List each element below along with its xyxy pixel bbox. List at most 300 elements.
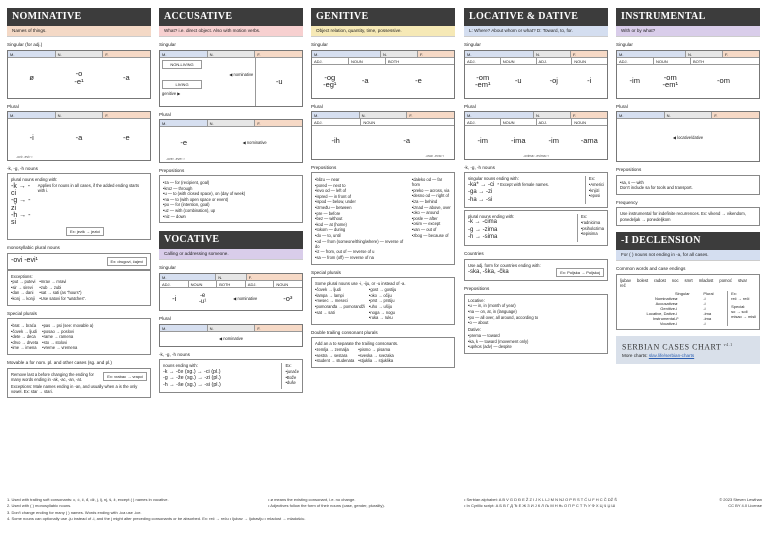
kgh-label: -k, -g, -h nouns — [159, 351, 190, 357]
subheader: NOUN — [574, 120, 587, 126]
exception-item: • Use satovi for "watches". — [39, 296, 86, 301]
subheader: BOTH — [388, 58, 400, 64]
exception-item: • sir → sirevi — [11, 285, 35, 290]
nominative-column — [7, 8, 151, 398]
accusative-singular-table — [159, 50, 303, 107]
special-label: Special: — [731, 304, 746, 310]
header-neut: N. — [208, 325, 256, 331]
preposition-note: Don't include sa for tools and transport. — [620, 185, 693, 191]
special-item: misao → misli — [731, 314, 756, 320]
header-neut: N. — [665, 112, 713, 118]
common-word: mladost — [698, 277, 714, 283]
kgh-label: -k, -g, -h nouns — [7, 165, 38, 171]
example-label: Ex: — [731, 291, 737, 297]
prepositions-label: Prepositions — [464, 285, 490, 291]
plural-fem: -e — [122, 132, 130, 142]
example-item: • Americi — [589, 182, 604, 187]
chart-title: SERBIAN CASES CHART — [622, 342, 722, 352]
preposition-item: • iza — behind — [412, 199, 451, 204]
frequency-label: Frequency — [616, 199, 638, 205]
kgh-box-title: nouns ending with: — [163, 363, 198, 369]
footer-copyright — [676, 497, 762, 510]
common-words-label: Common words and case endings — [616, 265, 686, 271]
preposition-item: • iz — from, out of — reverse of u — [315, 249, 408, 254]
vocative-singular-table — [159, 273, 303, 311]
kgh-note: * Except with female names. — [497, 181, 549, 187]
locative-kgh-plural-box — [464, 210, 608, 246]
nonliving-label: NON-LIVING — [162, 60, 202, 69]
preposition-item: • tokom — during — [315, 227, 408, 232]
subheader: ADJ. — [160, 281, 189, 287]
preposition-item: • daleko od — far from — [412, 177, 451, 187]
preposition-item: • na — on, at, in (language) — [468, 309, 604, 314]
preposition-item: • uprkos (adv) — despite — [468, 344, 604, 349]
example-item: • junače — [285, 369, 299, 374]
accusative-column — [159, 8, 303, 393]
plural-footnote: -ovi² -evi¹·² — [16, 155, 33, 160]
subheader: NOUN — [654, 58, 691, 64]
subheader: ADJ. — [312, 58, 349, 64]
preposition-item: • sa, s — with — [620, 180, 756, 185]
special-item: • sto → stolovi — [42, 340, 93, 345]
preposition-item: • po — all over, all around, according to — [468, 315, 604, 320]
i-declension-subtitle: For ( ) nouns not ending in -a, for all cases. — [616, 250, 760, 261]
loc-adj: -om -em¹ — [475, 72, 491, 90]
nominative-title: NOMINATIVE — [7, 8, 151, 26]
header-masc: M. — [160, 120, 208, 126]
preposition-item: • između — between — [315, 205, 408, 210]
header-fem: F. — [418, 51, 454, 57]
mono-example: Ex: drugovi, čajevi — [107, 257, 147, 266]
plural-label: Plural — [7, 103, 19, 109]
frequency-note: Use instrumental for indefinite recurrences. Ex: vikend → vikendom, ponedeljak → ponedeljkom — [616, 207, 760, 226]
special-plurals-label: Special plurals — [311, 269, 341, 275]
alphabet: A B V G D Đ E Ž Z I J K L LJ M N NJ O P R S T Ć U F H C Č DŽ Š — [498, 497, 617, 502]
singular-label: Singular — [616, 42, 633, 47]
example-label: Ex: — [285, 363, 292, 369]
kgh-rules: -k → -cima -g → -zima -h → -sima — [468, 219, 498, 241]
instrumental-plural-table — [616, 111, 760, 162]
special-item: • gost → gostiju — [369, 287, 396, 292]
genitive-plural-table — [311, 111, 455, 159]
plural-footnote: -ove² -eve¹·² — [166, 157, 185, 162]
example-item: • psiholozima — [581, 226, 604, 231]
example-label: Ex: — [580, 214, 587, 220]
header-neut: N. — [208, 120, 256, 126]
preposition-item: • desno od — right of — [412, 193, 451, 198]
plural-label: Plural — [464, 103, 476, 109]
living-label: LIVING — [162, 80, 202, 89]
vocative-noun-m: -e -u¹ — [198, 292, 207, 305]
loc-plural-noun-f: -ama — [580, 135, 598, 145]
kgh-example: Ex: jezik → jezici — [66, 227, 104, 236]
header-neut: N. — [56, 112, 104, 118]
header-fem: F. — [571, 51, 607, 57]
genitive-special-plurals — [311, 277, 455, 324]
genitive-fem: -e — [415, 76, 422, 86]
dtc-item: • pismo → pisama — [358, 347, 394, 352]
special-item: • brat → braća — [11, 323, 38, 328]
movable-example: Ex: vrabac → vrapci — [103, 372, 147, 381]
subheader: ADJ. — [537, 119, 573, 125]
preposition-item: • levo od — left of — [315, 188, 408, 193]
header-fem: F. — [712, 112, 759, 118]
exceptions-box — [7, 270, 151, 306]
preposition-item: • pored — next to — [315, 183, 408, 188]
movable-note: Remove last a before changing the ending for many words ending in -ak, -ac, -an, -at. — [11, 371, 94, 382]
subheader: NOUN — [189, 281, 218, 287]
loc-plural-noun: -ima — [510, 135, 526, 145]
plural-label: Plural — [616, 103, 628, 109]
header-fem: F. — [407, 112, 454, 118]
singular-label: Singular — [464, 42, 481, 47]
footer-note: 2. Used with ( ) monosyllabic nouns. — [7, 503, 72, 509]
mono-label: monosyllabic plural nouns — [7, 244, 60, 250]
special-plurals-box — [7, 318, 151, 355]
header-masc: M. — [465, 51, 534, 57]
special-item: • prst → prstiju — [369, 298, 396, 303]
countries-example: Ex: Poljska → Poljskoj — [556, 268, 604, 277]
table-header: Plural — [703, 291, 714, 297]
header-masc: M. — [160, 51, 208, 57]
locative-plural-table — [464, 111, 608, 159]
example-item: • tepisima — [581, 231, 604, 236]
preposition-item: • iznad — above, over — [412, 205, 451, 210]
header-neut: N. — [534, 51, 571, 57]
preposition-item: • blizu — near — [315, 177, 408, 182]
preposition-item: • do — to, until — [315, 233, 408, 238]
movable-exceptions: Exceptions: Male names ending in -an, and usually when a is the only vowel. Ex: star → stari. — [11, 383, 138, 395]
genitive-title: GENITIVE — [311, 8, 455, 26]
vocative-adj-m: -i — [172, 294, 177, 304]
preposition-item: • ispod — below, under — [315, 199, 408, 204]
countries-rule: -ska, -ška, -čka — [468, 268, 509, 275]
header-neut: N. — [208, 51, 256, 57]
cyrillic: А Б В Г Д Ђ Е Ж З И Ј К Л Љ М Н Њ О П Р С Т Ћ У Ф Х Ц Ч Џ Ш — [495, 503, 616, 509]
example-item: • Bože — [285, 375, 299, 380]
example-item: • eposi — [589, 193, 604, 198]
nominative-arrow: ◀ nominative — [233, 296, 258, 302]
genitive-subtitle: Object relation, quantity, time, possessive. — [311, 26, 455, 37]
subheader: ADJ. — [312, 119, 361, 125]
plural-masc: -e — [180, 137, 187, 147]
instrumental-prepositions — [616, 175, 760, 194]
accusative-plural-table — [159, 119, 303, 162]
inst-adj: -im — [629, 76, 640, 86]
header-fem: F. — [255, 51, 302, 57]
copyright: © 2023 Steven Lewthan — [719, 497, 762, 502]
special-plurals-note: Some plural nouns use -i, -iju, or -u instead of -a. — [315, 281, 406, 287]
vocative-subtitle: Calling or addressing someone. — [159, 249, 303, 260]
preposition-item: • sa — from (off) — reverse of na — [315, 255, 408, 260]
subheader: BOTH — [217, 281, 246, 287]
mono-box — [7, 253, 151, 270]
header-fem: F. — [255, 120, 302, 126]
genitive-plural-adj: -ih — [331, 135, 340, 145]
special-item: • čovek → ljudi — [315, 287, 365, 292]
dative-sublabel: Dative: — [468, 327, 482, 333]
prepositions-label: Prepositions — [159, 167, 185, 173]
ending-fem: -u — [275, 76, 283, 86]
vocative-kgh-box — [159, 359, 303, 393]
locative-title: LOCATIVE & DATIVE — [464, 8, 608, 26]
special-item: • sat → sati — [315, 310, 365, 315]
example-item: reč → reči — [731, 296, 750, 302]
common-words-box — [616, 274, 760, 331]
instrumental-singular-table — [616, 50, 760, 99]
ending-neut: -o -e¹ — [74, 69, 84, 86]
special-item: • vreme → vremena — [42, 345, 93, 350]
exception-item: • put → putevi — [11, 279, 35, 284]
header-fem: F. — [247, 274, 302, 280]
footer-note: 4. Some nouns can optionally use -ju instead of -i, and the j might alter preceding consonants or be absorbed. Ex: reč → reču • ljubav → ljubavlju • mladost → mladošću. — [7, 516, 306, 522]
nominative-arrow: ◀ nominative — [218, 335, 244, 341]
accusative-subtitle: What? i.e. direct object. Also with motion verbs. — [159, 26, 303, 37]
special-item: • ime → imena — [11, 345, 38, 350]
special-item: • pomoranđa → pomorandži — [315, 304, 365, 309]
mono-rule: -ovi -evi¹ — [11, 256, 38, 264]
prepositions-label: Prepositions — [311, 164, 337, 170]
header-fem: F. — [255, 325, 302, 331]
loc-adj-f: -oj — [549, 76, 558, 86]
preposition-item: • oko — around — [412, 210, 451, 215]
header-masc: M. — [312, 112, 360, 118]
preposition-item: • kod — at (home) — [315, 222, 408, 227]
footer-note: ø means the existing consonant, i.e. no change. — [270, 497, 356, 502]
inst-noun-mn: -om -em¹ — [662, 72, 678, 90]
common-word: smrt — [684, 277, 693, 283]
genitive-prepositions — [311, 172, 455, 264]
header-neut: N. — [686, 51, 723, 57]
double-consonant-note: Add an a to separate the trailing consonants. — [315, 341, 399, 347]
header-neut: N. — [216, 274, 247, 280]
kgh-box-title: singular nouns ending with: — [468, 176, 519, 182]
header-fem: F. — [723, 51, 759, 57]
dtc-item: • zemlja → zemalja — [315, 347, 354, 352]
singular-label: Singular — [159, 42, 176, 47]
special-plurals-label: Special plurals — [7, 310, 37, 316]
vocative-noun-f: -o³ — [283, 294, 293, 304]
table-row: Accusative ø -i — [655, 301, 706, 307]
preposition-item: • zbog — because of — [412, 233, 451, 238]
common-word: pomoć — [719, 277, 732, 283]
exception-item: • mrav → mravi — [39, 279, 86, 284]
example-item: • duše — [285, 380, 299, 385]
locative-subtitle: L: Where? About whom or what? D: Toward, to, for. — [464, 26, 608, 37]
preposition-item: • o — about — [468, 320, 604, 325]
locative-column — [464, 8, 608, 354]
preposition-item: • pre — before — [315, 211, 408, 216]
countries-note: Use adj. form for countries ending with: — [468, 262, 541, 268]
exceptions-label: Exceptions: — [11, 273, 33, 279]
example-item: • knjizi — [589, 188, 604, 193]
more-charts-label: More charts: — [622, 352, 648, 358]
special-item: • mesec → meseci — [315, 298, 365, 303]
prepositions-label: Prepositions — [616, 167, 642, 173]
footer-alphabet: • Serbian alphabet: A B V G D Đ E Ž Z I J K L LJ M N NJ O P R S T Ć U F H C Č DŽ Š • In Cyrillic script: А Б В Г Д Ђ Е Ж З И Ј К Л Љ М Н Њ О П Р С Т Ћ У Ф Х Ц Ч Џ Ш — [464, 497, 617, 509]
license: CC BY 4.0 License — [728, 503, 762, 509]
special-item: • drvo → drveta — [11, 340, 38, 345]
nominative-subtitle: Names of things. — [7, 26, 151, 37]
loc-noun-mn: -u — [514, 76, 522, 86]
accusative-prepositions — [159, 175, 303, 223]
special-item: • oko → očiju — [369, 293, 396, 298]
header-masc: M. — [312, 51, 381, 57]
special-item: • uho → ušiju — [369, 304, 396, 309]
dtc-item: • sestra → sestara — [315, 353, 354, 358]
table-row: Locative, Dative -i -ima — [646, 311, 712, 317]
table-row: Vocative -i -i — [659, 321, 706, 327]
dtc-item: • student → studenata — [315, 358, 354, 363]
header-fem: F. — [571, 112, 607, 118]
locative-sublabel: Locative: — [468, 297, 485, 303]
plural-masc: -i — [29, 132, 34, 142]
subheader: NOUN — [574, 58, 587, 64]
preposition-item: • posle — after — [412, 216, 451, 221]
preposition-item: • za — for (recipient, goal) — [163, 180, 299, 185]
inst-fem: -om — [717, 76, 730, 86]
accusative-title: ACCUSATIVE — [159, 8, 303, 26]
header-masc: M. — [8, 51, 56, 57]
genitive-plural-noun: -a — [403, 135, 410, 145]
loc-noun-f: -i — [587, 76, 592, 86]
subheader: ADJ. — [246, 281, 275, 287]
preposition-item: • bez — without — [315, 216, 408, 221]
footer-note: 1. Used with trailing soft consonants: c, ć, č, đ, dž, j, lj, nj, š, ž, except ( ) names in vocative. — [7, 497, 169, 502]
instrumental-column — [616, 8, 760, 364]
dtc-item: • stjuklia → stjuklika — [358, 358, 394, 363]
plural-footnote: -ova² -eva¹·² — [425, 154, 444, 159]
header-masc: M. — [160, 274, 216, 280]
nominative-plural-table — [7, 111, 151, 160]
double-consonant-box — [311, 337, 455, 368]
table-header: Singular — [674, 291, 690, 297]
instrumental-subtitle: With or by what? — [616, 26, 760, 37]
genitive-adj: -og -eg¹ — [323, 72, 337, 90]
more-charts-link[interactable]: slav.life/serbian-charts — [648, 352, 695, 358]
i-declension-table — [620, 291, 723, 326]
ending-fem: -a — [122, 72, 130, 82]
kgh-rules: -k → -ci -g → -zi -h → -si — [11, 182, 31, 227]
footer-note: 3. Don't change ending for many ( ) names. Words ending with -ica use -ice. — [7, 509, 142, 515]
subheader: ADJ. — [537, 58, 573, 64]
table-row: Instrumental -i¹ -ima — [652, 316, 712, 322]
preposition-item: • van — out of — [412, 227, 451, 232]
special-item: • rame → ramena — [42, 334, 93, 339]
kgh-box-title: plural nouns ending with: — [468, 214, 515, 220]
preposition-item: • osim — except — [412, 221, 451, 226]
preposition-item: • u — in, in (month of year) — [468, 303, 604, 308]
preposition-item: • niz — down — [163, 214, 299, 219]
chart-version: v4.1 — [723, 342, 733, 348]
singular-label: Singular (for adj.) — [7, 42, 43, 47]
example-item: • radnicima — [581, 220, 604, 225]
special-item: • ruka → ruku — [369, 315, 396, 320]
locative-arrow: ◀ locative/dative — [672, 135, 704, 141]
loc-plural-adj: -im — [477, 135, 488, 145]
kgh-label: -k, -g, -h nouns — [464, 164, 495, 170]
special-item: • čovek → ljudi — [11, 329, 38, 334]
header-neut: N. — [360, 112, 408, 118]
double-consonant-label: Double trailing consonant plurals — [311, 329, 378, 335]
nominative-arrow: ◀ nominative — [229, 71, 254, 77]
movable-box — [7, 368, 151, 398]
special-item: • dete → deca — [11, 334, 38, 339]
special-item: so → soli — [731, 309, 748, 315]
genitive-arrow: genitive ▶ — [162, 90, 181, 96]
subheader: NOUN — [501, 58, 537, 64]
exception-item: • dan → dani — [11, 290, 35, 295]
preposition-item: • uz — with (combination), up — [163, 208, 299, 213]
header-fem: F. — [103, 112, 150, 118]
header-masc: M. — [465, 112, 534, 118]
subheader: ADJ. — [465, 119, 501, 125]
singular-label: Singular — [159, 265, 176, 271]
subheader: NOUN — [501, 119, 537, 125]
kgh-box — [7, 173, 151, 239]
instrumental-title: INSTRUMENTAL — [616, 8, 760, 26]
plural-label: Plural — [311, 103, 323, 109]
genitive-noun-mn: -a — [361, 76, 369, 86]
i-declension-title: -I DECLENSION — [616, 232, 760, 250]
subheader: NOUN — [349, 58, 386, 64]
vocative-plural-table — [159, 324, 303, 347]
locative-kgh-box — [464, 172, 608, 208]
footer-notes — [7, 497, 306, 523]
singular-label: Singular — [311, 42, 328, 47]
plural-footnote: -ovima² -evima¹·² — [523, 154, 549, 159]
i-declension-section — [616, 232, 760, 330]
movable-label: Movable a for nom. pl. and other cases (sg. and pl.) — [7, 359, 112, 365]
genitive-column — [311, 8, 455, 368]
vocative-title: VOCATIVE — [159, 231, 303, 249]
kgh-note: Applies for nouns in all cases, if the added ending starts with i. — [37, 182, 139, 193]
nominative-arrow: ◀ nominative — [242, 139, 267, 145]
cyrillic-label: In Cyrillic script: — [466, 503, 495, 509]
dtc-item: • sveska → svezaka — [358, 353, 394, 358]
chart-title-box — [616, 336, 760, 364]
genitive-singular-table — [311, 50, 455, 99]
kgh-rules: -k → -če (sg.) → -ci (pl.) -g → -že (sg.) → -zi (pl.) -h → -še (sg.) → -si (pl.) — [163, 368, 221, 389]
header-masc: M. — [617, 112, 665, 118]
table-row: Genitive -i -i — [660, 306, 706, 312]
common-word: radost — [654, 277, 666, 283]
preposition-item: • po — for (intention, goal) — [163, 202, 299, 207]
header-masc: M. — [8, 112, 56, 118]
kgh-box-title: plural nouns ending with: — [11, 177, 58, 183]
common-word: reč — [620, 282, 626, 288]
ending-masc: ø — [29, 72, 34, 82]
exception-item: • konj → konji — [11, 296, 35, 301]
alphabet-label: Serbian alphabet: — [466, 497, 498, 502]
preposition-item: • na — to (with open space or event) — [163, 197, 299, 202]
table-row: Nominative ø -i — [654, 296, 706, 302]
exception-item: • zub → zubi — [39, 285, 86, 290]
common-word: stvar — [737, 277, 748, 283]
locative-singular-table — [464, 50, 608, 99]
subheader: ADJ. — [617, 58, 654, 64]
special-item: • posao → poslovi — [42, 329, 93, 334]
special-item: • noga → nogu — [369, 310, 396, 315]
subheader: BOTH — [693, 58, 705, 64]
common-word: bolest — [636, 277, 649, 283]
header-masc: M. — [617, 51, 686, 57]
plural-label: Plural — [159, 111, 171, 117]
footer-mid: • ø means the existing consonant, i.e. no change. • Adjectives follow the form of their nouns (case, gender, plurality). — [268, 497, 385, 509]
special-item: • lampa → lampi — [315, 293, 365, 298]
preposition-item: • ispred — in front of — [315, 194, 408, 199]
common-word: noc — [671, 277, 679, 283]
